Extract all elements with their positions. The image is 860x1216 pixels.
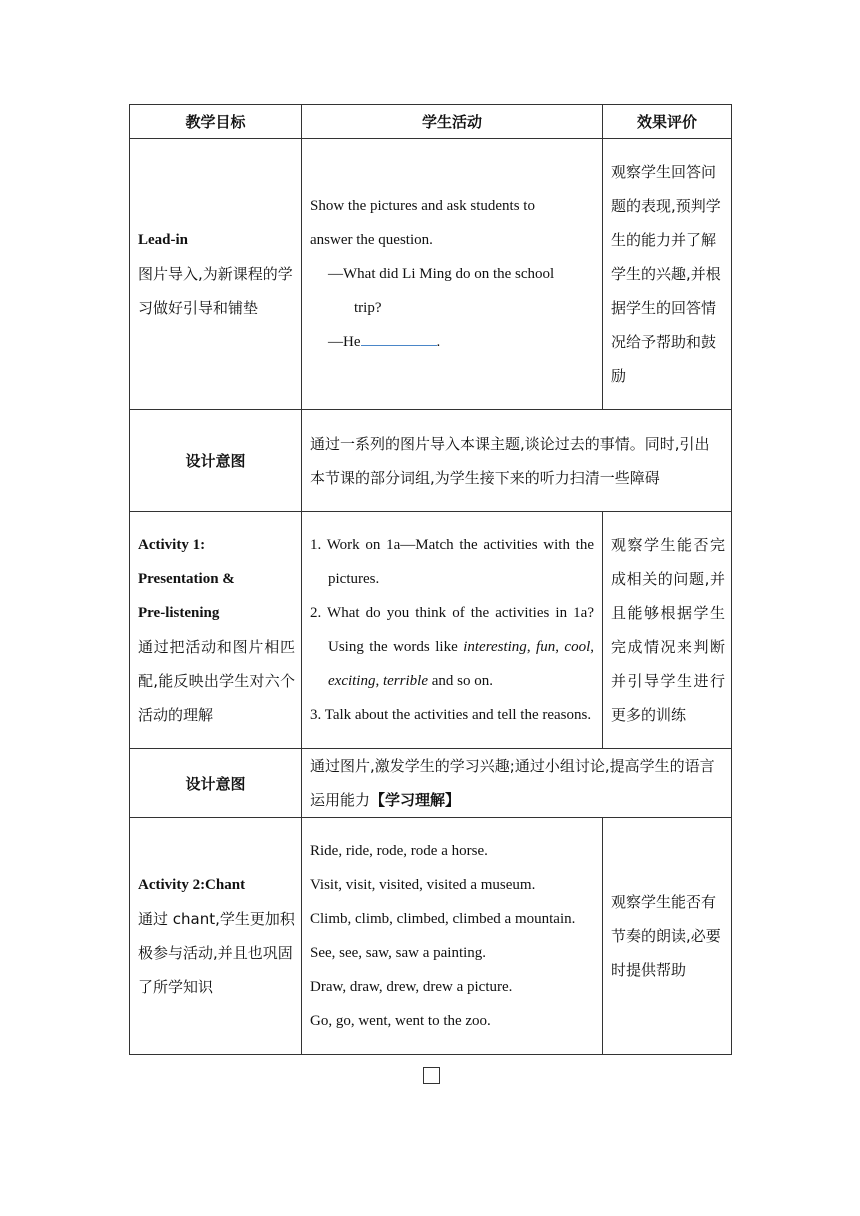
chant-line: Go, go, went, went to the zoo. xyxy=(310,1013,491,1029)
comma: , xyxy=(590,639,594,655)
activity1-title-line1: Activity 1: xyxy=(138,537,206,553)
activity1-objective-cell xyxy=(130,512,302,749)
activity2-chant-cell xyxy=(302,818,603,1055)
leadin-desc: 图片导入,为新课程的学习做好引导和铺垫 xyxy=(138,265,293,317)
design-text-1: 通过一系列的图片导入本课主题,谈论过去的事情。同时,引出本节课的部分词组,为学生接下来的听力扫清一些障碍 xyxy=(302,410,732,512)
chant-line: Draw, draw, drew, drew a picture. xyxy=(310,979,513,995)
design-row-2 xyxy=(130,749,732,818)
chant-line: Ride, ride, rode, rode a horse. xyxy=(310,843,488,859)
leadin-activity-line1: Show the pictures and ask students to xyxy=(310,198,535,214)
design-label-2: 设计意图 xyxy=(130,749,302,818)
leadin-activity-cell xyxy=(302,139,603,410)
design-label-1: 设计意图 xyxy=(130,410,302,512)
leadin-question-line2: trip? xyxy=(354,300,382,316)
word-interesting: interesting xyxy=(463,639,527,655)
word-terrible: terrible xyxy=(382,673,428,689)
activity1-activity-cell xyxy=(302,512,603,749)
activity1-title-line2: Presentation & xyxy=(138,571,235,587)
leadin-row xyxy=(130,139,732,410)
answer-prefix: —He xyxy=(328,334,361,350)
leadin-question-line1: —What did Li Ming do on the school xyxy=(328,266,555,282)
item2-tail: and so on. xyxy=(427,673,493,689)
activity2-row xyxy=(130,818,732,1055)
header-objective: 教学目标 xyxy=(130,105,302,139)
checkbox-square xyxy=(423,1067,440,1084)
word-cool: cool xyxy=(564,639,591,655)
header-row xyxy=(130,105,732,139)
item2-text: 2. What do you think of the activities in 1a? Using the words like xyxy=(310,605,594,655)
chant-line: See, see, saw, saw a painting. xyxy=(310,945,487,961)
activity2-eval-cell: 观察学生能否有节奏的朗读,必要时提供帮助 xyxy=(603,818,732,1055)
header-student-activity: 学生活动 xyxy=(302,105,603,139)
leadin-objective-cell xyxy=(130,139,302,410)
activity1-title-line3: Pre-listening xyxy=(138,605,220,621)
chant-line: Climb, climb, climbed, climbed a mountain. xyxy=(310,911,576,927)
activity1-item1: 1. Work on 1a—Match the activities with the pictures. xyxy=(310,537,594,587)
activity1-item2 xyxy=(310,596,594,698)
activity2-desc: 通过 chant,学生更加积极参与活动,并且也巩固了所学知识 xyxy=(138,910,295,996)
chant-line: Visit, visit, visited, visited a museum. xyxy=(310,877,536,893)
comma: , xyxy=(375,673,383,689)
design-text-2-body: 通过图片,激发学生的学习兴趣;通过小组讨论,提高学生的语言运用能力 xyxy=(310,757,715,809)
answer-blank xyxy=(361,344,437,346)
activity1-item3: 3. Talk about the activities and tell the reasons. xyxy=(310,707,592,723)
lesson-plan-table xyxy=(129,104,732,1055)
comma: , xyxy=(526,639,537,655)
header-evaluation: 效果评价 xyxy=(603,105,732,139)
leadin-activity-line2: answer the question. xyxy=(310,232,433,248)
activity1-desc: 通过把活动和图片相匹配,能反映出学生对六个活动的理解 xyxy=(138,638,295,724)
leadin-eval-cell: 观察学生回答问题的表现,预判学生的能力并了解学生的兴趣,并根据学生的回答情况给予帮助和鼓励 xyxy=(603,139,732,410)
design-text-2 xyxy=(302,749,732,818)
design-tag: 【学习理解】 xyxy=(370,791,461,809)
leadin-answer-line xyxy=(310,325,594,359)
activity1-row xyxy=(130,512,732,749)
word-exciting: exciting xyxy=(328,673,376,689)
design-row-1 xyxy=(130,410,732,512)
comma: , xyxy=(555,639,565,655)
answer-suffix: . xyxy=(436,334,441,350)
activity2-title: Activity 2:Chant xyxy=(138,877,246,893)
leadin-title: Lead-in xyxy=(138,232,189,248)
activity1-eval-cell: 观察学生能否完成相关的问题,并且能够根据学生完成情况来判断并引导学生进行更多的训练 xyxy=(603,512,732,749)
word-fun: fun xyxy=(536,639,556,655)
activity2-objective-cell xyxy=(130,818,302,1055)
